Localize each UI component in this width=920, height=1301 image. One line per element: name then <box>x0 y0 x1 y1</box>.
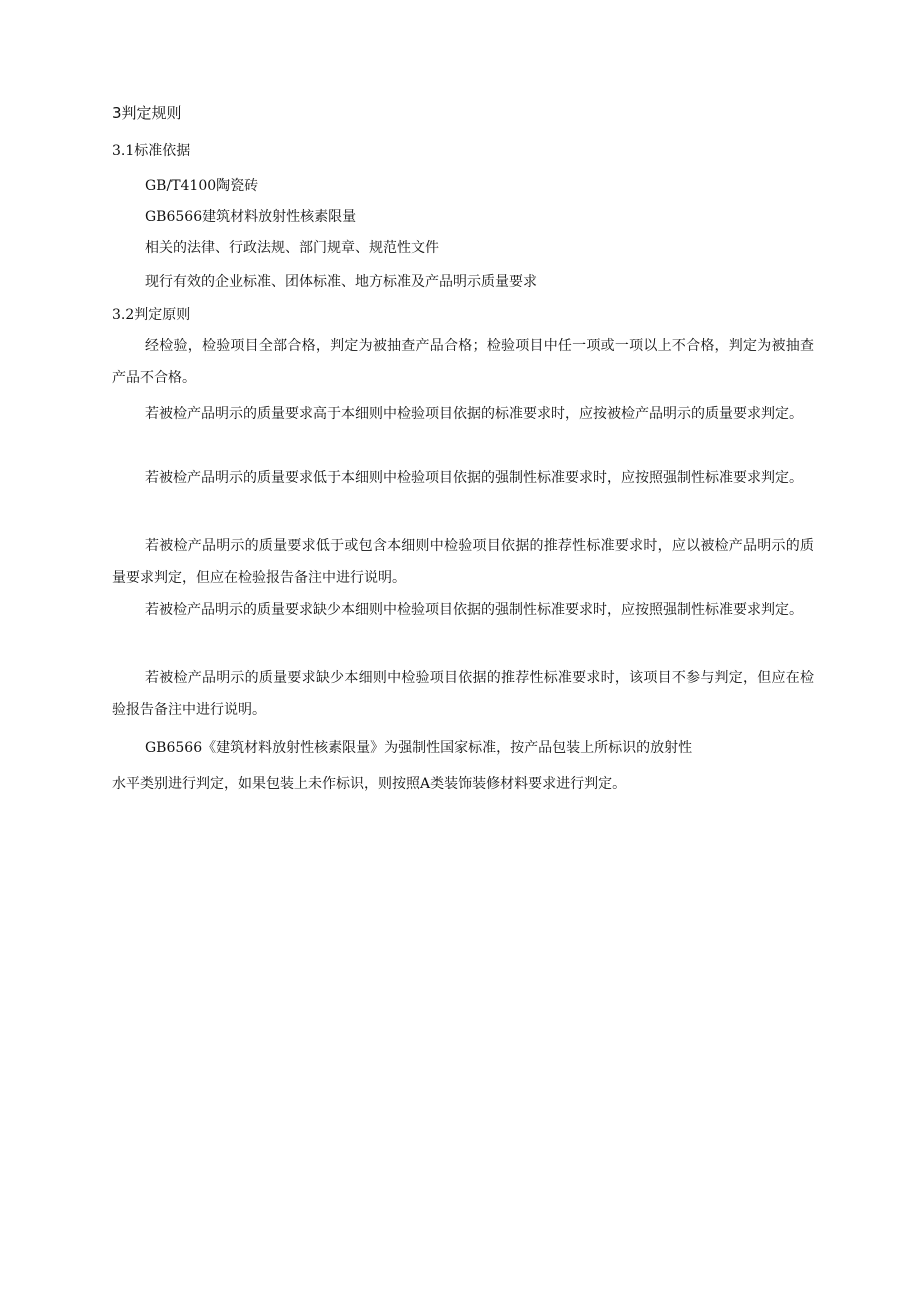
principle-paragraph: 若被检产品明示的质量要求低于本细则中检验项目依据的强制性标准要求时，应按照强制性标准要求判定。 <box>145 470 803 486</box>
standard-reference: GB6566建筑材料放射性核素限量 <box>145 209 357 225</box>
subsection-title-principles: 3.2判定原则 <box>112 307 191 323</box>
principle-paragraph: 若被检产品明示的质量要求缺少本细则中检验项目依据的推荐性标准要求时，该项目不参与判定，但应在检验报告备注中进行说明。 <box>112 670 814 718</box>
principle-paragraph: 若被检产品明示的质量要求缺少本细则中检验项目依据的强制性标准要求时，应按照强制性标准要求判定。 <box>145 602 803 618</box>
principle-paragraph: 若被检产品明示的质量要求高于本细则中检验项目依据的标准要求时，应按被检产品明示的质量要求判定。 <box>145 406 803 422</box>
radioactivity-rule-line-1: GB6566《建筑材料放射性核素限量》为强制性国家标准，按产品包装上所标识的放射性 <box>145 740 693 756</box>
radioactivity-rule-line-2: 水平类别进行判定，如果包装上未作标识，则按照A类装饰装修材料要求进行判定。 <box>112 776 627 792</box>
principle-paragraph: 经检验，检验项目全部合格，判定为被抽查产品合格；检验项目中任一项或一项以上不合格，判定为被抽查产品不合格。 <box>112 338 814 386</box>
standard-reference: 相关的法律、行政法规、部门规章、规范性文件 <box>145 240 439 256</box>
subsection-title-standards: 3.1标准依据 <box>112 143 191 159</box>
standard-reference: GB/T4100陶瓷砖 <box>145 178 259 194</box>
section-title: 3判定规则 <box>112 104 182 122</box>
principle-paragraph: 若被检产品明示的质量要求低于或包含本细则中检验项目依据的推荐性标准要求时，应以被检产品明示的质量要求判定，但应在检验报告备注中进行说明。 <box>112 538 814 586</box>
standard-reference: 现行有效的企业标准、团体标准、地方标准及产品明示质量要求 <box>145 274 537 290</box>
